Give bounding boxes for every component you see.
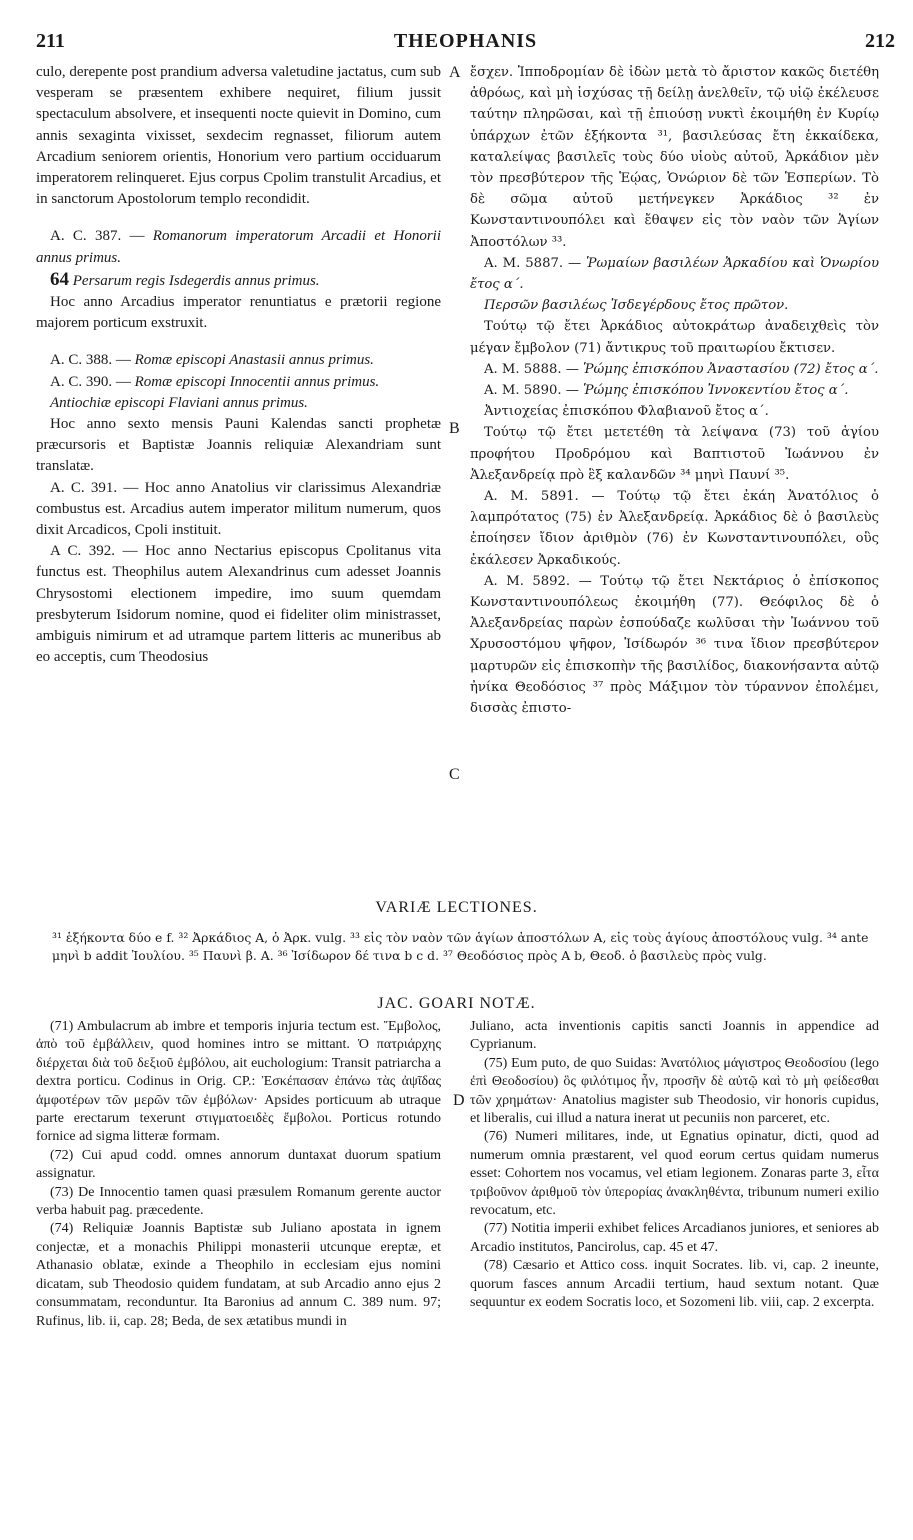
paragraph-text: Τούτῳ τῷ ἔτει μετετέθη τὰ λείψανα (73) τοῦ ἁγίου προφήτου Προδρόμου καὶ Βαπτιστοῦ Ἰωάννου ἐν Ἀλεξανδρείᾳ πρὸ ἓξ καλανδῶν ³⁴ μηνὶ Παυνί ³⁵. [470, 425, 879, 483]
note-paragraph: (78) Cæsario et Attico coss. inquit Socrates. lib. vi, cap. 2 ineunte, quorum fasces annum Arcadii tertium, haud sextum notant. Quæ sequuntur ex eodem Socratis loco, et Sozomeni lib. viii, cap. 2 excerpta. [470, 1258, 879, 1311]
greek-paragraph [470, 486, 879, 571]
year-prefix: A. C. 388. — [50, 352, 135, 369]
year-prefix: A. C. 390. — [50, 373, 135, 390]
note-paragraph: (73) De Innocentio tamen quasi præsulem Romanum gerente auctor verba habuit pag. præcedente. [36, 1184, 441, 1219]
paragraph-text: culo, derepente post prandium adversa valetudine jactatus, cum sub vesperam se præsentem exhibere nequiret, filium jussit spectaculum absolvere, et insequenti nocte quievit in Domino, cum annis sexaginta vixisset, sexdecim regnasset, filiorum autem Arcadium seniorem orientis, Honorium vero partium occiduarum imperatorem relinqueret. Ejus corpus Cpolim transtulit Arcadius, et in sanctorum Apostolorum templo recondidit. [36, 64, 441, 208]
year-prefix: A. M. 5888. — [484, 361, 584, 377]
latin-paragraph [36, 478, 441, 542]
paragraph-text: Περσῶν βασιλέως Ἰσδεγέρδους ἔτος πρῶτον. [484, 298, 789, 314]
paragraph-text: Romæ episcopi Anastasii annus primus. [134, 352, 374, 369]
notes-right-column [470, 1018, 879, 1313]
paragraph-text: Τούτῳ τῷ ἔτει Ἀρκάδιος αὐτοκράτωρ ἀναδειχθεὶς τὸν μέγαν ἔμβολον (71) ἄντικρυς τοῦ πραιτωρίου ἔκτισεν. [470, 319, 879, 356]
margin-letter-a: A [449, 64, 461, 81]
paragraph-text: A C. 392. — Hoc anno Nectarius episcopus Cpolitanus vita functus est. Theophilus autem Alexandrinus cum adesset Joannis Chrysostomi electionem impedire, imo suum quemdam presbyterum Isidorum nomine, quod ei fideliter olim ministrasset, ambiguis nimirum et ad utramque partem litteris ac muneribus ab eo acceptis, cum Theodosius [36, 543, 441, 666]
paragraph-text: Hoc anno sexto mensis Pauni Kalendas sancti prophetæ præcursoris et Baptistæ Joannis reliquiæ Alexandriam sunt translatæ. [36, 416, 441, 475]
latin-paragraph [36, 372, 441, 393]
latin-paragraph [36, 62, 441, 210]
notes-heading: JAC. GOARI NOTÆ. [377, 995, 536, 1012]
margin-letter-d: D [453, 1092, 465, 1109]
year-prefix: A. C. 387. — [50, 228, 153, 245]
paragraph-text: Ἀντιοχείας ἐπισκόπου Φλαβιανοῦ ἔτος α΄. [484, 404, 769, 420]
note-paragraph: Juliano, acta inventionis capitis sancti Joannis in appendice ad Cyprianum. [470, 1019, 879, 1053]
latin-paragraph [36, 541, 441, 668]
year-prefix: A. M. 5890. — [484, 383, 584, 399]
chapter-number: 64 [50, 268, 69, 290]
notes-left-column [36, 1018, 441, 1331]
latin-paragraph [36, 226, 441, 268]
margin-letter-c: C [449, 766, 460, 783]
paragraph-text: A. M. 5892. — Τούτῳ τῷ ἔτει Νεκτάριος ὁ ἐπίσκοπος Κωνσταντινουπόλεως ἐκοιμήθη (77). Θεόφιλος δὲ ὁ Ἀλεξανδρείας παρὼν ἐσπούδαζε κωλῦσαι τὴν Ἰωάννου τοῦ Χρυσοστόμου ψῆφον, Ἰσίδωρόν ³⁶ τινα ἴδιον πρεσβύτερον μαρτυρῶν εἰς ἐπισκοπὴν τῆς βασιλίδος, διακονήσαντα αὐτῷ ἠνίκα Θεοδόσιος ³⁷ πρὸς Μάξιμον τὸν τύραννον ἐπολέμει, δισσὰς ἐπιστο- [470, 573, 879, 717]
paragraph-text: A. C. 391. — Hoc anno Anatolius vir clarissimus Alexandriæ combustus est. Arcadius autem imperator militum numerum, quos dixit Arcadicos, Cpoli instituit. [36, 479, 441, 539]
paragraph-text: Persarum regis Isdegerdis annus primus. [72, 272, 320, 289]
latin-paragraph [36, 414, 441, 478]
paragraph-text: Ῥωμαίων βασιλέων Ἀρκαδίου καὶ Ὁνωρίου ἔτος α΄. [470, 255, 879, 293]
greek-paragraph [470, 316, 879, 358]
page-number-left: 211 [36, 30, 65, 52]
paragraph-text: Hoc anno Arcadius imperator renuntiatus e prætorii regione majorem porticum exstruxit. [36, 294, 441, 332]
running-title: THEOPHANIS [393, 30, 538, 52]
latin-paragraph [36, 269, 441, 292]
note-paragraph: (76) Numeri militares, inde, ut Egnatius opinatur, dicti, quod ad numerum omnia præstarent, vel quod eorum certus quidam numerus esset: Cohortem nos vocamus, vel etiam legionem. Zonaras parte 3, εἶτα τριβοῦνον ἀριθμοῦ τὸν ὑπερορίας ἀνακληθέντα, tribunum numeri exilio revocatum, etc. [470, 1129, 879, 1219]
paragraph-gap [36, 334, 441, 350]
paragraph-text: Ῥώμης ἐπισκόπου Ἀναστασίου (72) ἔτος α΄. [583, 361, 879, 377]
paragraph-text: Romæ episcopi Innocentii annus primus. [134, 373, 380, 390]
note-paragraph: (77) Notitia imperii exhibet felices Arcadianos juniores, et seniores ab Arcadio institutos, Pancirolus, cap. 45 et 47. [470, 1221, 879, 1255]
note-paragraph: (74) Reliquiæ Joannis Baptistæ sub Juliano apostata in ignem conjectæ, et a monachis Philippi monasterii utcunque ereptæ, et Athanasio oblatæ, exinde a Theophilo in ecclesiam ejus nomini dicatam, sub Theodosio quidem fundatam, at sub Arcadio anno ejus 2 consummatam, reconduntur. Ita Baronius ad annum C. 389 num. 97; Rufinus, lib. ii, cap. 28; Beda, de sex ætatibus mundi in [36, 1221, 441, 1329]
note-paragraph: (71) Ambulacrum ab imbre et temporis injuria tectum est. Ἔμβολος, ἀπὸ τοῦ ἐμβάλλειν, quod homines intro se mittant. Ὁ πατριάρχης διέρχεται διὰ τοῦ δεξιοῦ ἐμβόλου, ait euchologium: Transit patriarcha a dextra porticu. Codinus in Orig. CP.: Ἐσκέπασαν ἐπάνω τὰς ἀψῖδας ἀμφοτέρων τῶν μερῶν τῶν ἐμβόλων· Apsides porticuum ab utraque parte erectarum texerunt στιγματοειδὲς ἔμβολοι. Porticus rotundo fornice ad sigma litteræ formam. [36, 1019, 441, 1145]
paragraph-text: Antiochiæ episcopi Flaviani annus primus. [50, 394, 308, 411]
latin-paragraph [36, 350, 441, 371]
paragraph-text: A. M. 5891. — Τούτῳ τῷ ἔτει ἐκάη Ἀνατόλιος ὁ λαμπρότατος (75) ἐν Ἀλεξανδρείᾳ. Ἀρκάδιος δὲ ὁ βασιλεὺς ἐποίησεν ἴδιον ἀριθμὸν (76) ἐν Κωνσταντινουπόλει, οὓς ἐκάλεσεν Ἀρκαδικούς. [470, 489, 879, 568]
paragraph-text: Ῥώμης ἐπισκόπου Ἰννοκεντίου ἔτος α΄. [583, 383, 849, 399]
greek-paragraph [470, 571, 879, 719]
greek-paragraph [470, 295, 879, 316]
latin-paragraph [36, 292, 441, 334]
latin-paragraph [36, 393, 441, 414]
greek-paragraph [470, 359, 879, 380]
latin-column [36, 62, 441, 668]
margin-letter-b: B [449, 420, 460, 437]
greek-paragraph [470, 422, 879, 486]
note-paragraph: (75) Eum puto, de quo Suidas: Ἀνατόλιος μάγιστρος Θεοδοσίου (lego ἐπὶ Θεοδοσίου) ὃς φιλότιμος ἦν, προσῆν δὲ αὐτῷ καὶ τὸ μὴ φείδεσθαι τῶν χρημάτων· Anatolius magister sub Theodosio, vir honoris cupidus, et liberalis, cui illud a natura inerat ut pecuniis non parceret, etc. [470, 1055, 879, 1127]
greek-paragraph [470, 62, 879, 253]
year-prefix: A. M. 5887. — [484, 255, 587, 271]
variae-heading: VARIÆ LECTIONES. [375, 899, 538, 916]
greek-paragraph [470, 401, 879, 422]
greek-paragraph [470, 253, 879, 295]
greek-paragraph [470, 380, 879, 401]
greek-column [470, 62, 879, 719]
page-number-right: 212 [865, 30, 895, 52]
paragraph-gap [36, 210, 441, 226]
paragraph-text: Romanorum imperatorum Arcadii et Honorii annus primus. [36, 228, 441, 266]
running-header [36, 30, 895, 60]
paragraph-text: ἔσχεν. Ἱπποδρομίαν δὲ ἰδὼν μετὰ τὸ ἄριστον κακῶς διετέθη ἀθρόως, καὶ μὴ ἰσχύσας τῇ δείλῃ ἀνελθεῖν, τῷ υἱῷ ἐκέλευσε ταύτην πληρῶσαι, καὶ τῇ ἐπιούσῃ νυκτὶ ἐκοιμήθη ἐν Κυρίῳ ὑπάρχων ἐτῶν ἑξήκοντα ³¹, βασιλεύσας ἔτη ἑκκαίδεκα, καταλείψας βασιλεῖς τοὺς δύο υἱοὺς αὐτοῦ, Ἀρκάδιον μὲν τὸν πρεσβύτερον τῆς Ἑῴας, Ὁνώριον δὲ τῶν Ἑσπερίων. Τὸ δὲ σῶμα αὐτοῦ μετήνεγκεν Ἀρκάδιος ³² ἐν Κωνσταντινουπόλει καὶ ἔθαψεν εἰς τὸν ναὸν τῶν Ἁγίων Ἀποστόλων ³³. [470, 65, 879, 250]
note-paragraph: (72) Cui apud codd. omnes annorum duntaxat duorum spatium assignatur. [36, 1147, 441, 1182]
variae-lectiones: ³¹ ἑξήκοντα δύο e f. ³² Ἀρκάδιος A, ὁ Ἀρκ. vulg. ³³ εἰς τὸν ναὸν τῶν ἁγίων ἀποστόλων A, εἰς τοὺς ἁγίους ἀποστόλους vulg. ³⁴ ante μηνὶ b addit Ἰουλίου. ³⁵ Παυνὶ β. A. ³⁶ Ἰσίδωρον δέ τινα b c d. ³⁷ Θεοδόσιος πρὸς A b, Θεοδ. ὁ βασιλεὺς πρὸς vulg. [52, 930, 869, 963]
